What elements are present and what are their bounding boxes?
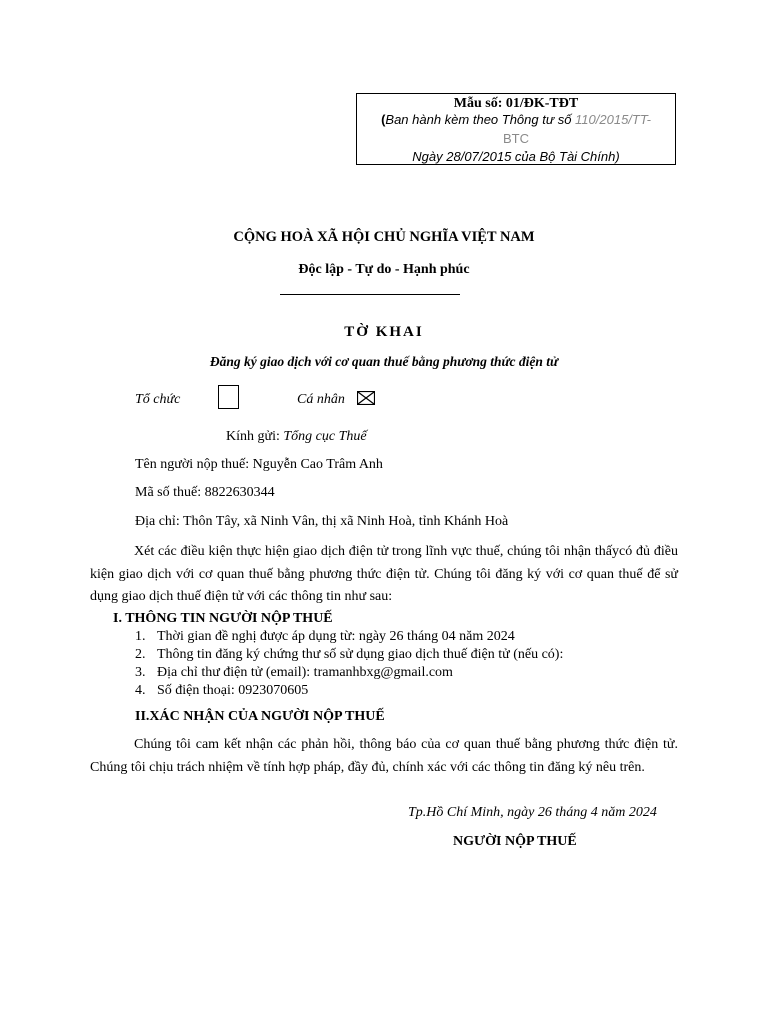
country-name: CỘNG HOÀ XÃ HỘI CHỦ NGHĨA VIỆT NAM (233, 229, 535, 245)
form-number-box (356, 93, 676, 165)
national-motto: Độc lập - Tự do - Hạnh phúc (298, 262, 470, 277)
intro-paragraph: Xét các điều kiện thực hiện giao dịch điện tử trong lĩnh vực thuế, chúng tôi nhận thấycó đủ điều kiện giao dịch với cơ quan thuế bằng phương thức điện tử. Chúng tôi đăng ký với cơ quan thuế để sử dụng giao dịch thuế điện tử với các thông tin như sau: (90, 544, 678, 604)
motto-underline (280, 294, 460, 295)
issued-date: Ngày 28/07/2015 của Bộ Tài Chính) (412, 149, 620, 164)
tax-code-line: Mã số thuế: 8822630344 (135, 485, 275, 500)
org-label: Tổ chức (135, 392, 181, 407)
taxpayer-name: Nguyễn Cao Trâm Anh (252, 457, 383, 472)
individual-checkbox[interactable] (357, 391, 375, 410)
signer-role: NGƯỜI NỘP THUẾ (453, 834, 577, 849)
circular-btc: BTC (503, 131, 529, 146)
individual-label: Cá nhân (297, 392, 345, 407)
org-checkbox[interactable] (218, 385, 239, 409)
section2-heading: II.XÁC NHẬN CỦA NGƯỜI NỘP THUẾ (135, 709, 385, 724)
tax-code: 8822630344 (204, 485, 275, 500)
taxpayer-name-line: Tên người nộp thuế: Nguyễn Cao Trâm Anh (135, 457, 383, 472)
issued-by-line: (Ban hành kèm theo Thông tư số 110/2015/TT- (381, 112, 651, 127)
circular-number: 110/2015/TT- (575, 112, 651, 127)
page-subtitle: Đăng ký giao dịch với cơ quan thuế bằng phương thức điện tử (209, 354, 559, 369)
addressee-line: Kính gửi: Tổng cục Thuế (226, 429, 367, 444)
address-line: Địa chỉ: Thôn Tây, xã Ninh Vân, thị xã Ninh Hoà, tỉnh Khánh Hoà (135, 514, 509, 529)
address: Thôn Tây, xã Ninh Vân, thị xã Ninh Hoà, tỉnh Khánh Hoà (182, 514, 509, 529)
addressee-value: Tổng cục Thuế (283, 429, 367, 444)
form-code: Mẫu số: 01/ĐK-TĐT (453, 96, 579, 111)
place-date: Tp.Hồ Chí Minh, ngày 26 tháng 4 năm 2024 (408, 805, 657, 820)
page-title: TỜ KHAI (344, 324, 424, 340)
section2-paragraph: Chúng tôi cam kết nhận các phản hồi, thông báo của cơ quan thuế bằng phương thức điện tử. Chúng tôi chịu trách nhiệm về tính hợp pháp, đầy đủ, chính xác với các thông tin đăng ký nêu trên. (90, 737, 678, 775)
checked-x-icon (357, 391, 375, 405)
section1-heading: I. THÔNG TIN NGƯỜI NỘP THUẾ (113, 611, 333, 626)
